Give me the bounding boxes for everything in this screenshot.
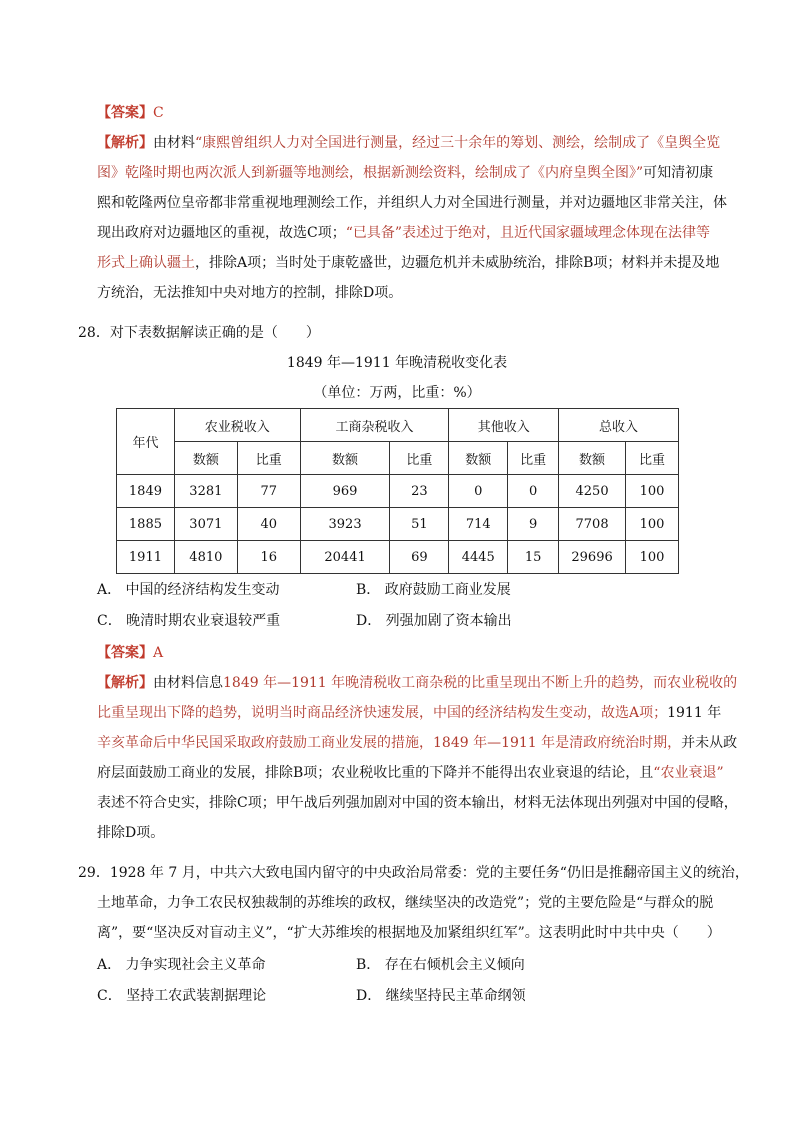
table-subheader-row bbox=[117, 442, 679, 475]
table-cell: 4810 bbox=[174, 541, 237, 574]
analysis-text: 并未从政 bbox=[681, 735, 738, 751]
q27-analysis-line-3 bbox=[97, 188, 727, 218]
question-number: 28． bbox=[78, 325, 110, 341]
q28-analysis-line-1 bbox=[97, 668, 738, 698]
analysis-tag: 【解析】 bbox=[97, 135, 153, 151]
q28-analysis-line-6 bbox=[97, 818, 699, 848]
q27-analysis-line-6 bbox=[97, 278, 699, 308]
table-subheader: 比重 bbox=[237, 442, 300, 475]
table-cell: 29696 bbox=[559, 541, 626, 574]
q28-option-d: D． 列强加剧了资本输出 bbox=[356, 613, 512, 629]
table-cell: 77 bbox=[237, 475, 300, 508]
analysis-text: ，排除A项；当时处于康乾盛世，边疆危机并未威胁统治，排除B项；材料并未提及地 bbox=[195, 255, 720, 271]
q28-option-c: C． 晚清时期农业衰退较严重 bbox=[97, 613, 281, 629]
table-cell: 100 bbox=[626, 475, 679, 508]
table-cell: 9 bbox=[508, 508, 559, 541]
q29-stem-line-2: 土地革命，力争工农民权独裁制的苏维埃的政权，继续坚决的改造党”；党的主要危险是“与群众的脱 bbox=[97, 895, 714, 911]
table-row bbox=[117, 541, 679, 574]
table-group-header: 其他收入 bbox=[449, 409, 559, 442]
table-unit: （单位：万两，比重：%） bbox=[313, 385, 481, 401]
analysis-text: 表述不符合史实，排除C项；甲午战后列强加剧对中国的资本输出，材料无法体现出列强对中国的侵略， bbox=[97, 795, 738, 811]
q28-analysis-line-3 bbox=[97, 728, 738, 758]
table-cell: 20441 bbox=[300, 541, 390, 574]
q28-stem bbox=[78, 318, 320, 348]
analysis-text: 可知清初康 bbox=[643, 165, 714, 181]
table-cell: 40 bbox=[237, 508, 300, 541]
analysis-quote: “农业衰退” bbox=[653, 765, 724, 781]
q27-answer bbox=[97, 98, 699, 128]
table-header-row bbox=[117, 409, 679, 442]
q29-option-c: C． 坚持工农武装割据理论 bbox=[97, 988, 267, 1004]
q29-option-d: D． 继续坚持民主革命纲领 bbox=[356, 988, 526, 1004]
analysis-quote: 图》乾隆时期也两次派人到新疆等地测绘，根据新测绘资料，绘制成了《内府皇舆全图》” bbox=[97, 165, 644, 181]
table-cell: 3071 bbox=[174, 508, 237, 541]
analysis-text: 府层面鼓励工商业的发展，排除B项；农业税收比重的下降并不能得出农业衰退的结论，且 bbox=[97, 765, 654, 781]
table-cell: 1849 bbox=[117, 475, 175, 508]
table-subheader: 数额 bbox=[559, 442, 626, 475]
answer-value: C bbox=[153, 105, 164, 121]
analysis-text: 由材料信息 bbox=[153, 675, 223, 691]
q28-analysis-line-4 bbox=[97, 758, 724, 788]
analysis-text: 方统治，无法推知中央对地方的控制，排除D项。 bbox=[97, 285, 403, 301]
table-cell: 15 bbox=[508, 541, 559, 574]
q27-analysis-line-4 bbox=[97, 218, 711, 248]
question-text: 1928 年 7 月，中共六大致电国内留守的中央政治局常委：党的主要任务“仍旧是推翻帝国主义的统治， bbox=[109, 865, 749, 881]
analysis-quote: 比重呈现出下降的趋势，说明当时商品经济快速发展，中国的经济结构发生变动，故选A项； bbox=[97, 705, 668, 721]
table-cell: 1885 bbox=[117, 508, 175, 541]
table-cell: 714 bbox=[449, 508, 508, 541]
table-corner-cell: 年代 bbox=[117, 409, 175, 475]
table-row bbox=[117, 475, 679, 508]
table-cell: 969 bbox=[300, 475, 390, 508]
table-cell: 7708 bbox=[559, 508, 626, 541]
analysis-tag: 【解析】 bbox=[97, 675, 153, 691]
table-cell: 1911 bbox=[117, 541, 175, 574]
table-cell: 69 bbox=[390, 541, 449, 574]
q29-stem-line-3: 离”，要“坚决反对盲动主义”，“扩大苏维埃的根据地及加紧组织红军”。这表明此时中共中央（ ） bbox=[97, 925, 721, 941]
q27-analysis-line-5 bbox=[97, 248, 720, 278]
analysis-quote: 形式上确认疆土 bbox=[97, 255, 195, 271]
table-cell: 3281 bbox=[174, 475, 237, 508]
answer-tag: 【答案】 bbox=[97, 645, 153, 661]
q28-analysis-line-2 bbox=[97, 698, 722, 728]
q28-analysis-line-5 bbox=[97, 788, 738, 818]
answer-value: A bbox=[153, 645, 164, 661]
table-subheader: 数额 bbox=[449, 442, 508, 475]
analysis-text: 由材料 bbox=[153, 135, 195, 151]
table-cell: 4250 bbox=[559, 475, 626, 508]
table-cell: 100 bbox=[626, 508, 679, 541]
table-row bbox=[117, 508, 679, 541]
table-group-header: 农业税收入 bbox=[174, 409, 300, 442]
analysis-text: 排除D项。 bbox=[97, 825, 165, 841]
table-subheader: 数额 bbox=[300, 442, 390, 475]
table-group-header: 工商杂税收入 bbox=[300, 409, 449, 442]
table-cell: 51 bbox=[390, 508, 449, 541]
answer-tag: 【答案】 bbox=[97, 105, 153, 121]
question-number: 29． bbox=[78, 865, 110, 881]
table-subheader: 比重 bbox=[626, 442, 679, 475]
q27-analysis-line-2 bbox=[97, 158, 714, 188]
table-subheader: 比重 bbox=[390, 442, 449, 475]
q29-stem bbox=[78, 858, 749, 948]
table-cell: 4445 bbox=[449, 541, 508, 574]
table-subheader: 比重 bbox=[508, 442, 559, 475]
q28-answer bbox=[97, 638, 699, 668]
analysis-text: 1911 年 bbox=[667, 705, 722, 721]
q28-answer-block bbox=[97, 638, 738, 848]
q29-stem-line-1 bbox=[78, 858, 749, 888]
table-cell: 3923 bbox=[300, 508, 390, 541]
analysis-quote: 辛亥革命后中华民国采取政府鼓励工商业发展的措施，1849 年—1911 年是清政府统治时期， bbox=[97, 735, 682, 751]
q29-option-b: B． 存在右倾机会主义倾向 bbox=[356, 957, 525, 973]
table-cell: 0 bbox=[449, 475, 508, 508]
analysis-quote: “已具备”表述过于绝对，且近代国家疆域理念体现在法律等 bbox=[345, 225, 711, 241]
table-cell: 0 bbox=[508, 475, 559, 508]
table-cell: 16 bbox=[237, 541, 300, 574]
table-cell: 23 bbox=[390, 475, 449, 508]
question-text: 对下表数据解读正确的是（ ） bbox=[109, 325, 320, 341]
table-cell: 100 bbox=[626, 541, 679, 574]
analysis-quote: 1849 年—1911 年晚清税收工商杂税的比重呈现出不断上升的趋势，而农业税收的 bbox=[223, 675, 738, 691]
q27-answer-block bbox=[97, 98, 727, 308]
table-title: 1849 年—1911 年晚清税收变化表 bbox=[286, 355, 508, 371]
table-group-header: 总收入 bbox=[559, 409, 679, 442]
tax-table bbox=[116, 408, 679, 574]
q29-option-a: A． 力争实现社会主义革命 bbox=[97, 957, 266, 973]
q28-option-a: A． 中国的经济结构发生变动 bbox=[97, 582, 280, 598]
analysis-quote: “康熙曾组织人力对全国进行测量，经过三十余年的筹划、测绘，绘制成了《皇舆全览 bbox=[195, 135, 721, 151]
analysis-text: 熙和乾隆两位皇帝都非常重视地理测绘工作，并组织人力对全国进行测量，并对边疆地区非常关注，体 bbox=[97, 195, 727, 211]
q28-option-b: B． 政府鼓励工商业发展 bbox=[356, 582, 511, 598]
analysis-text: 现出政府对边疆地区的重视，故选C项； bbox=[97, 225, 346, 241]
q27-analysis-line-1 bbox=[97, 128, 721, 158]
table-subheader: 数额 bbox=[174, 442, 237, 475]
